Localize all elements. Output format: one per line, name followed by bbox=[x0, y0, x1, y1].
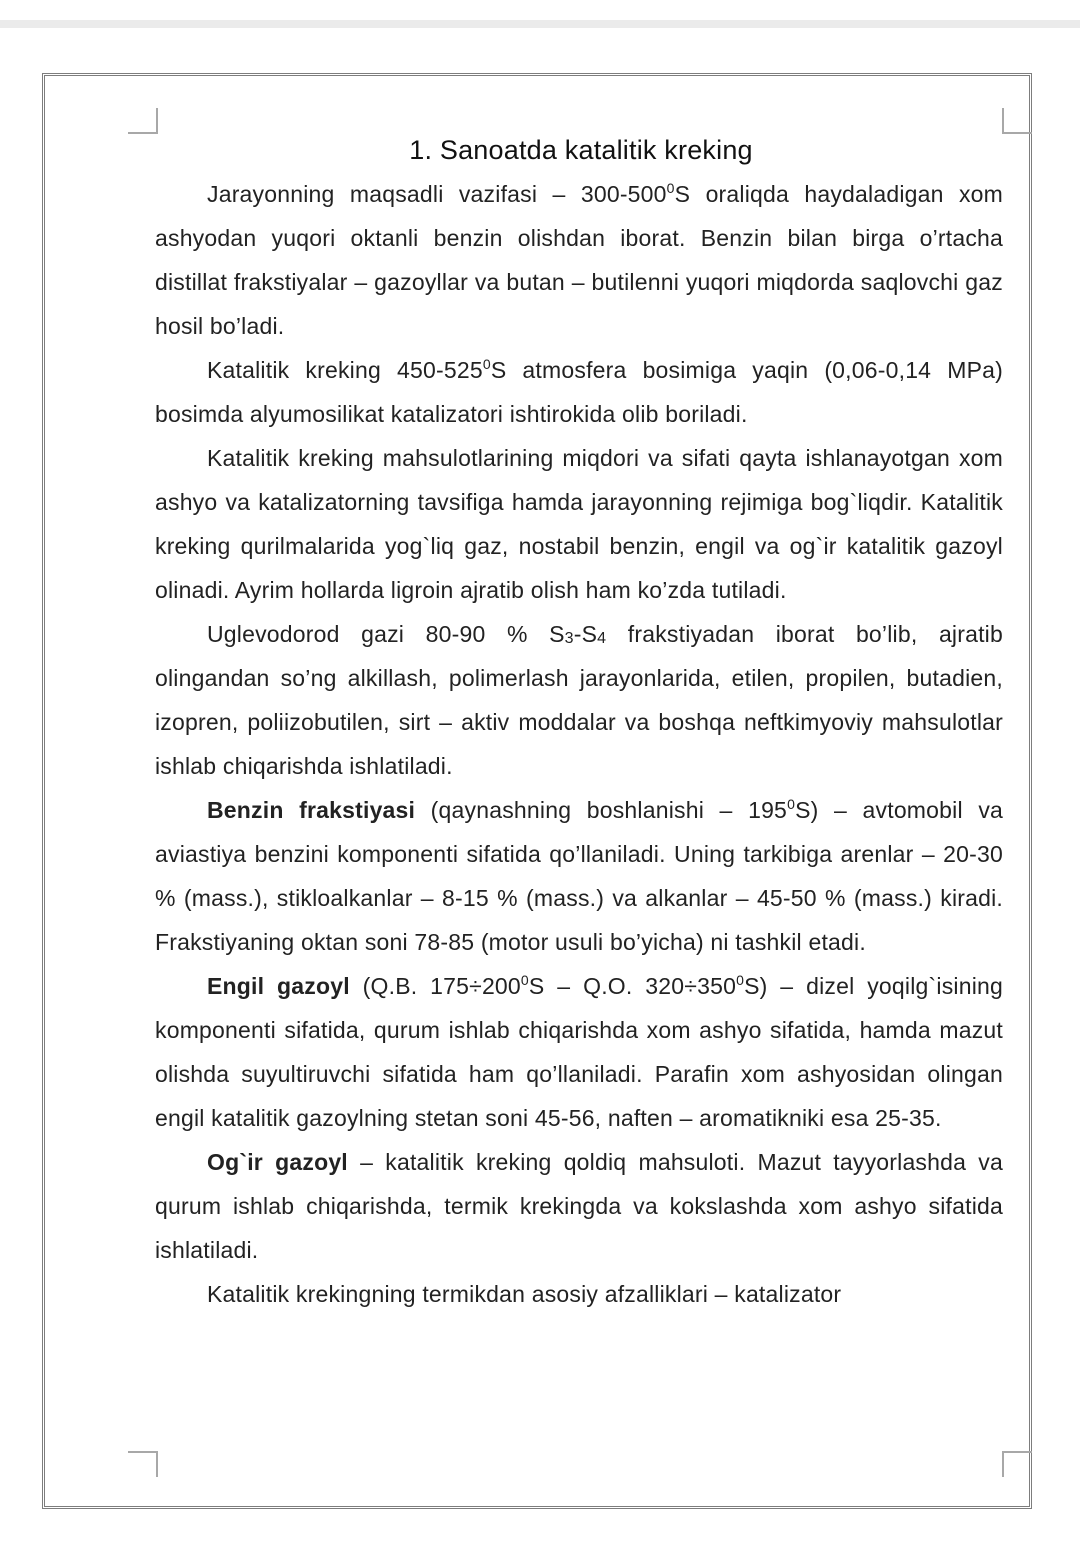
degree-superscript: 0 bbox=[787, 796, 796, 812]
paragraph-hydrocarbon-gas bbox=[155, 612, 1003, 788]
term-bold: Engil gazoyl bbox=[207, 973, 350, 999]
paragraph-purpose bbox=[155, 172, 1003, 348]
margin-corner-bottom-right bbox=[1002, 1451, 1032, 1477]
text-run: (Q.B. 175÷200 bbox=[349, 973, 521, 999]
text-run: -S bbox=[573, 621, 598, 647]
margin-corner-top-left bbox=[128, 108, 158, 134]
text-run: S) – dizel yoqilg`isining komponenti sifatida, qurum ishlab chiqarishda xom ashyo sifatida, hamda mazut olishda suyultiruvchi sifatida ham qo’llaniladi. Parafin xom ashyosidan olingan engil katalitik gazoylning stetan soni 45-56, naften – aromatikniki esa 25-35. bbox=[155, 973, 1003, 1131]
text-run: frakstiyadan iborat bo’lib, ajratib olingandan so’ng alkillash, polimerlash jarayonlarida, etilen, propilen, butadien, izopren, poliizobutilen, sirt – aktiv moddalar va boshqa neftkimyoviy mahsulotlar ishlab chiqarishda ishlatiladi. bbox=[155, 621, 1003, 779]
text-run: Jarayonning maqsadli vazifasi – 300-500 bbox=[207, 181, 667, 207]
text-run: S oraliqda haydaladigan xom ashyodan yuqori oktanli benzin olishdan iborat. Benzin bilan birga o’rtacha distillat frakstiyalar – gazoyllar va butan – butilenni yuqori miqdorda saqlovchi gaz hosil bo’ladi. bbox=[155, 181, 1004, 339]
document-body bbox=[155, 128, 1003, 1316]
paragraph-heavy-gasoil bbox=[155, 1140, 1003, 1272]
term-bold: Og`ir gazoyl bbox=[207, 1149, 348, 1175]
degree-superscript: 0 bbox=[666, 180, 675, 196]
paragraph-gasoline-fraction bbox=[155, 788, 1003, 964]
margin-corner-top-right bbox=[1002, 108, 1032, 134]
text-run: Katalitik kreking 450-525 bbox=[207, 357, 483, 383]
paragraph-products: Katalitik kreking mahsulotlarining miqdori va sifati qayta ishlanayotgan xom ashyo va katalizatorning tavsifiga hamda jarayonning rejimiga bog`liqdir. Katalitik kreking qurilmalarida yog`liq gaz, nostabil benzin, engil va og`ir katalitik gazoyl olinadi. Ayrim hollarda ligroin ajratib olish ham ko’zda tutiladi. bbox=[155, 445, 1003, 603]
paragraph-light-gasoil bbox=[155, 964, 1003, 1140]
paragraph-advantages: Katalitik krekingning termikdan asosiy afzalliklari – katalizator bbox=[207, 1281, 842, 1307]
viewer-bottom-strip bbox=[0, 1556, 1080, 1563]
term-bold: Benzin frakstiyasi bbox=[207, 797, 416, 823]
degree-superscript: 0 bbox=[482, 356, 491, 372]
subscript: 4 bbox=[597, 630, 607, 647]
degree-superscript: 0 bbox=[520, 972, 529, 988]
paragraph-conditions bbox=[155, 348, 1003, 436]
text-run: S – Q.O. 320÷350 bbox=[528, 973, 737, 999]
text-run: (qaynashning boshlanishi – 195 bbox=[415, 797, 788, 823]
text-run: Uglevodorod gazi 80-90 % S bbox=[207, 621, 565, 647]
page-title: 1. Sanoatda katalitik kreking bbox=[409, 135, 753, 165]
text-run: S atmosfera bosimiga yaqin (0,06-0,14 MPa) bosimda alyumosilikat katalizatori ishtirokida olib boriladi. bbox=[155, 357, 1003, 427]
degree-superscript: 0 bbox=[736, 972, 745, 988]
text-run: – katalitik kreking qoldiq mahsuloti. Mazut tayyorlashda va qurum ishlab chiqarishda, termik krekingda va kokslashda xom ashyo sifatida ishlatiladi. bbox=[155, 1149, 1003, 1263]
margin-corner-bottom-left bbox=[128, 1451, 158, 1477]
viewer-top-strip bbox=[0, 0, 1080, 20]
text-run: S) – avtomobil va aviastiya benzini komponenti sifatida qo’llaniladi. Uning tarkibiga arenlar – 20-30 % (mass.), stikloalkanlar – 8-15 % (mass.) va alkanlar – 45-50 % (mass.) kiradi. Frakstiyaning oktan soni 78-85 (motor usuli bo’yicha) ni tashkil etadi. bbox=[155, 797, 1004, 955]
subscript: 3 bbox=[564, 630, 574, 647]
